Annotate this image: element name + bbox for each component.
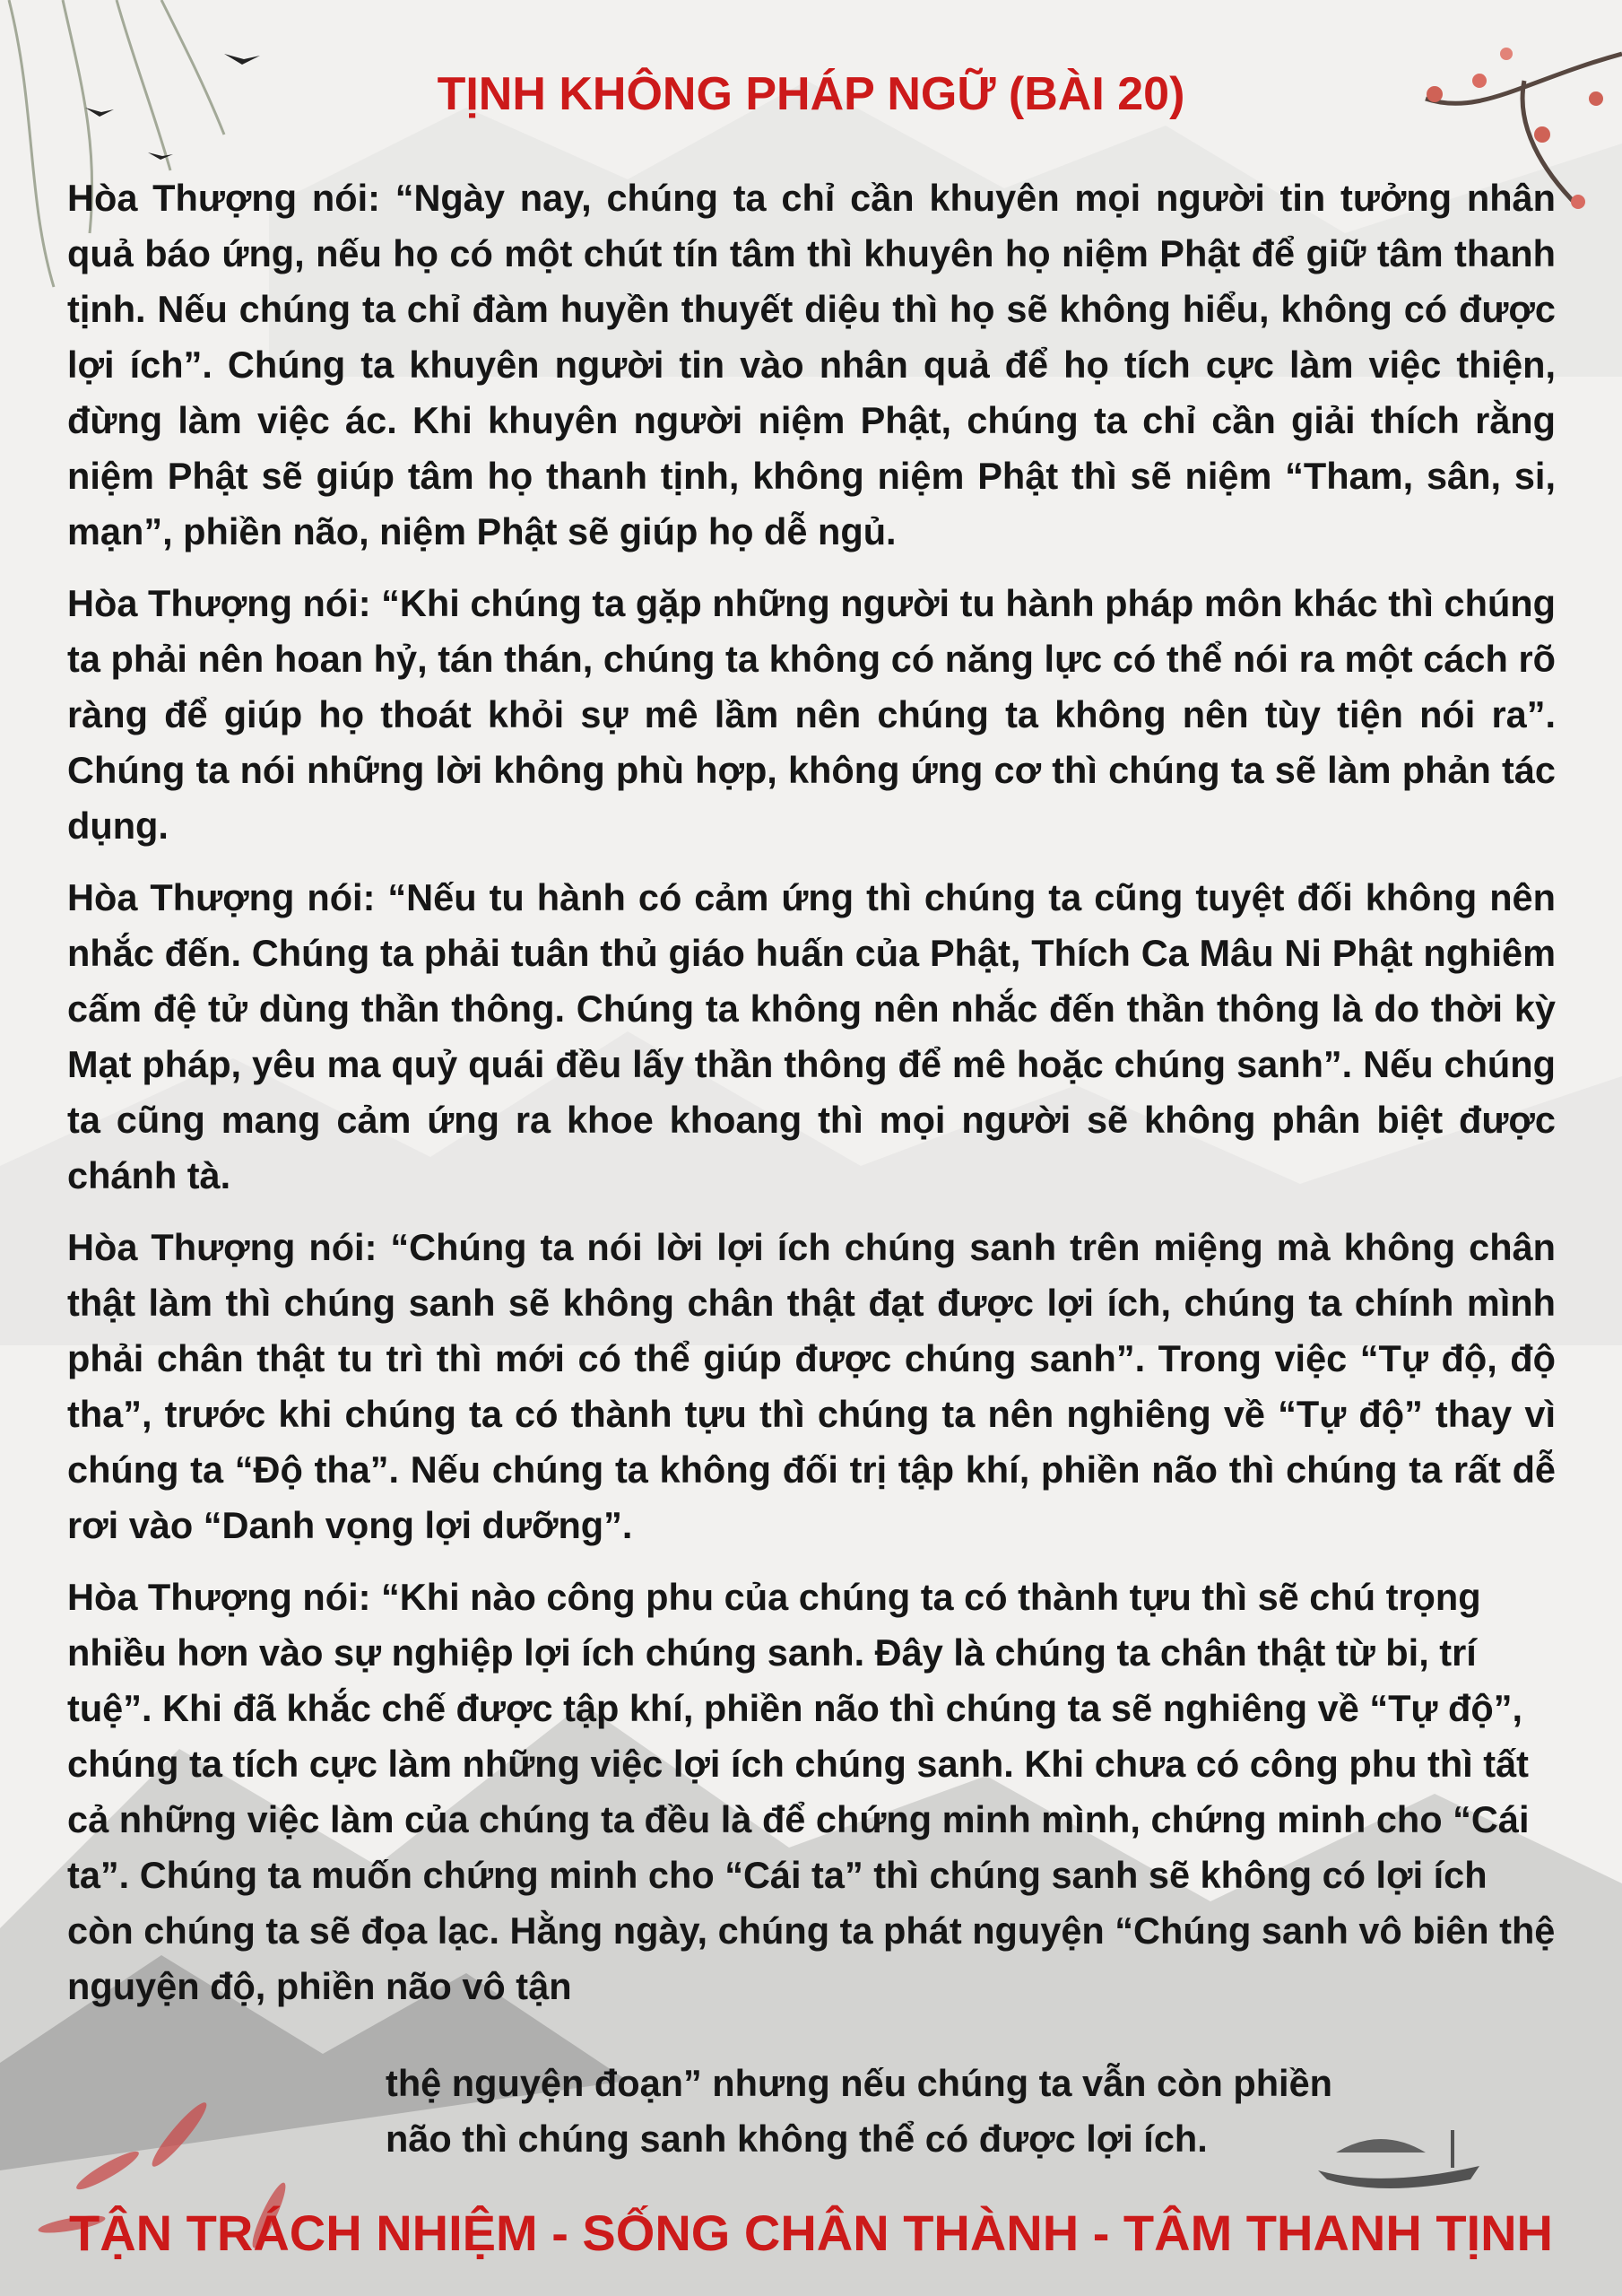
footer-slogan: TẬN TRÁCH NHIỆM - SỐNG CHÂN THÀNH - TÂM THANH TỊNH	[69, 2205, 1553, 2261]
paragraph-2: Hòa Thượng nói: “Khi chúng ta gặp những người tu hành pháp môn khác thì chúng ta phải nên hoan hỷ, tán thán, chúng ta không có năng lực có thể nói ra một cách rõ ràng để giúp họ thoát khỏi sự mê lầm nên chúng ta không nên tùy tiện nói ra”. Chúng ta nói những lời không phù hợp, không ứng cơ thì chúng ta sẽ làm phản tác dụng.	[67, 582, 1556, 847]
closing-line-2: não thì chúng sanh không thể có được lợi ích.	[386, 2118, 1208, 2160]
paragraph-3: Hòa Thượng nói: “Nếu tu hành có cảm ứng thì chúng ta cũng tuyệt đối không nên nhắc đến. Chúng ta phải tuân thủ giáo huấn của Phật, Thích Ca Mâu Ni Phật nghiêm cấm đệ tử dùng thần thông. Chúng ta không nên nhắc đến thần thông là do thời kỳ Mạt pháp, yêu ma quỷ quái đều lấy thần thông để mê hoặc chúng sanh”. Nếu chúng ta cũng mang cảm ứng ra khoe khoang thì mọi người sẽ không phân biệt được chánh tà.	[67, 876, 1556, 1196]
paragraph-4: Hòa Thượng nói: “Chúng ta nói lời lợi ích chúng sanh trên miệng mà không chân thật làm thì chúng sanh sẽ không chân thật đạt được lợi ích, chúng ta chính mình phải chân thật tu trì thì mới có thể giúp được chúng sanh”. Trong việc “Tự độ, độ tha”, trước khi chúng ta có thành tựu thì chúng ta nên nghiêng về “Tự độ” thay vì chúng ta “Độ tha”. Nếu chúng ta không đối trị tập khí, phiền não thì chúng ta rất dễ rơi vào “Danh vọng lợi dưỡng”.	[67, 1226, 1556, 1546]
closing-line-1: thệ nguyện đoạn” nhưng nếu chúng ta vẫn còn phiền	[386, 2062, 1333, 2104]
paragraph-1: Hòa Thượng nói: “Ngày nay, chúng ta chỉ cần khuyên mọi người tin tưởng nhân quả báo ứng, nếu họ có một chút tín tâm thì khuyên họ niệm Phật để giữ tâm thanh tịnh. Nếu chúng ta chỉ đàm huyền thuyết diệu thì họ sẽ không hiểu, không có được lợi ích”. Chúng ta khuyên người tin vào nhân quả để họ tích cực làm việc thiện, đừng làm việc ác. Khi khuyên người niệm Phật, chúng ta chỉ cần giải thích rằng niệm Phật sẽ giúp tâm họ thanh tịnh, không niệm Phật thì sẽ niệm “Tham, sân, si, mạn”, phiền não, niệm Phật sẽ giúp họ dễ ngủ.	[67, 177, 1556, 552]
closing-lines	[386, 2056, 1390, 2167]
article-body	[67, 170, 1556, 2031]
page-title: TỊNH KHÔNG PHÁP NGỮ (BÀI 20)	[437, 68, 1185, 120]
paragraph-5: Hòa Thượng nói: “Khi nào công phu của chúng ta có thành tựu thì sẽ chú trọng nhiều hơn vào sự nghiệp lợi ích chúng sanh. Đây là chúng ta chân thật từ bi, trí tuệ”. Khi đã khắc chế được tập khí, phiền não thì chúng ta sẽ nghiêng về “Tự độ”, chúng ta tích cực làm những việc lợi ích chúng sanh. Khi chưa có công phu thì tất cả những việc làm của chúng ta đều là để chứng minh mình, chứng minh cho “Cái ta”. Chúng ta muốn chứng minh cho “Cái ta” thì chúng sanh sẽ không có lợi ích còn chúng ta sẽ đọa lạc. Hằng ngày, chúng ta phát nguyện “Chúng sanh vô biên thệ nguyện độ, phiền não vô tận	[67, 1576, 1556, 2007]
